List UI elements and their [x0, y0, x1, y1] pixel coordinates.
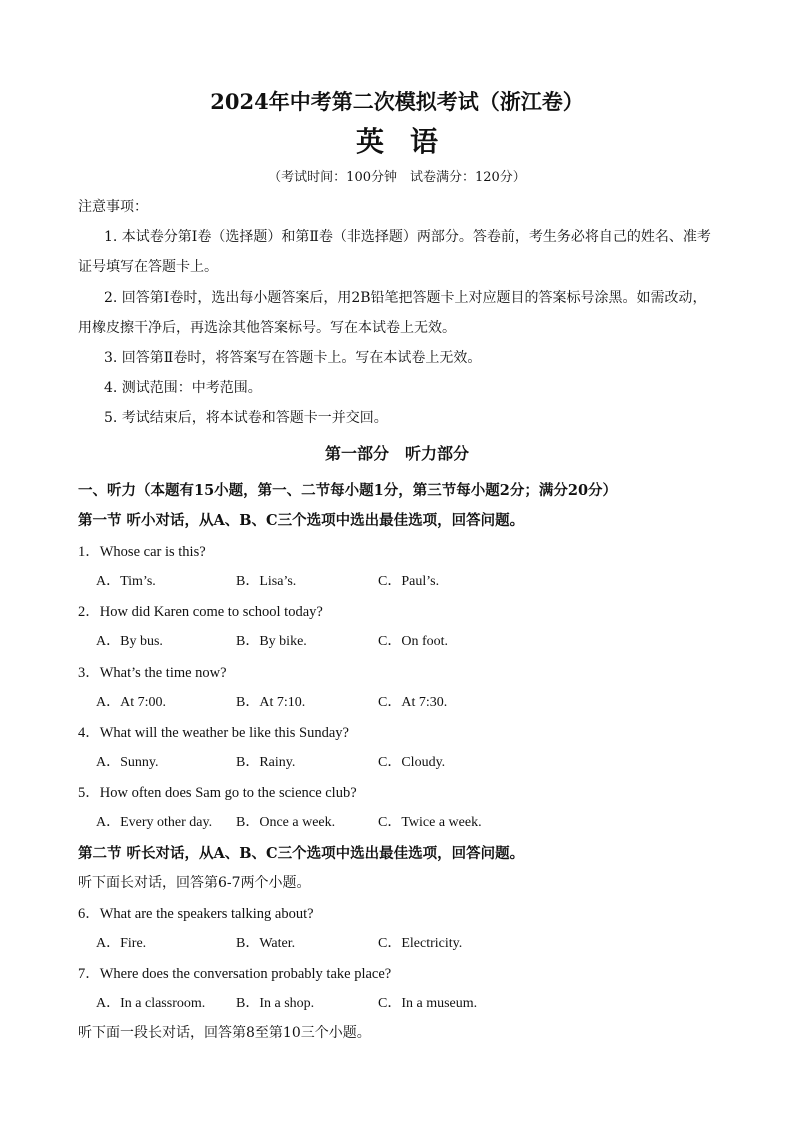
notice-item-2-cont: 用橡皮擦干净后，再选涂其他答案标号。写在本试卷上无效。 — [78, 320, 456, 336]
notice-item-1-cont: 证号填写在答题卡上。 — [78, 259, 218, 275]
q5-option-c: C．Twice a week. — [378, 815, 482, 830]
q5-option-a: A．Every other day. — [96, 815, 213, 830]
q3-option-b: B．At 7:10. — [236, 695, 306, 710]
notice-item-1: 1. 本试卷分第Ⅰ卷（选择题）和第Ⅱ卷（非选择题）两部分。答卷前，考生务必将自己的姓名、准考 — [104, 229, 711, 245]
q4-option-c: C．Cloudy. — [378, 755, 446, 770]
q1-option-c: C．Paul’s. — [378, 574, 440, 589]
q4-option-b: B．Rainy. — [236, 755, 296, 770]
q7-option-b: B．In a shop. — [236, 996, 315, 1011]
q1-option-b: B．Lisa’s. — [236, 574, 297, 589]
question-5: 5．How often does Sam go to the science club? — [78, 785, 357, 801]
question-3: 3．What’s the time now? — [78, 665, 227, 681]
question-7: 7．Where does the conversation probably take place? — [78, 966, 392, 982]
question-6: 6．What are the speakers talking about? — [78, 906, 314, 922]
notice-item-2: 2. 回答第Ⅰ卷时，选出每小题答案后，用2B铅笔把答题卡上对应题目的答案标号涂黑。如需改动， — [104, 290, 707, 306]
q4-option-a: A．Sunny. — [96, 755, 159, 770]
q2-option-c: C．On foot. — [378, 634, 448, 649]
q5-option-b: B．Once a week. — [236, 815, 336, 830]
question-2: 2．How did Karen come to school today? — [78, 604, 323, 620]
notice-item-3: 3. 回答第Ⅱ卷时，将答案写在答题卡上。写在本试卷上无效。 — [104, 350, 482, 366]
q2-option-a: A．By bus. — [96, 634, 163, 649]
subject-title: 英语 — [355, 125, 464, 158]
q6-option-a: A．Fire. — [96, 936, 147, 951]
q3-option-c: C．At 7:30. — [378, 695, 448, 710]
notice-item-5: 5. 考试结束后，将本试卷和答题卡一并交回。 — [104, 410, 388, 426]
question-1: 1．Whose car is this? — [78, 544, 206, 560]
q6-option-b: B．Water. — [236, 936, 296, 951]
exam-title: 2024年中考第二次模拟考试（浙江卷） — [210, 89, 584, 114]
note-questions-6-7: 听下面长对话，回答第6-7两个小题。 — [78, 875, 311, 891]
q1-option-a: A．Tim’s. — [96, 574, 156, 589]
question-4: 4．What will the weather be like this Sunday? — [78, 725, 349, 741]
section1-instructions: 第一节 听小对话，从A、B、C三个选项中选出最佳选项，回答问题。 — [78, 512, 525, 529]
note-questions-8-10: 听下面一段长对话，回答第8至第10三个小题。 — [78, 1025, 371, 1041]
section2-instructions: 第二节 听长对话，从A、B、C三个选项中选出最佳选项，回答问题。 — [78, 845, 525, 862]
q7-option-c: C．In a museum. — [378, 996, 478, 1011]
q3-option-a: A．At 7:00. — [96, 695, 166, 710]
exam-info: （考试时间：100分钟 试卷满分：120分） — [268, 170, 526, 185]
listening-section-heading: 一、听力（本题有15小题，第一、二节每小题1分，第三节每小题2分；满分20分） — [78, 482, 618, 499]
notice-item-4: 4. 测试范围：中考范围。 — [104, 380, 262, 396]
notice-heading: 注意事项： — [78, 199, 148, 215]
q2-option-b: B．By bike. — [236, 634, 307, 649]
q7-option-a: A．In a classroom. — [96, 996, 206, 1011]
q6-option-c: C．Electricity. — [378, 936, 463, 951]
part1-title: 第一部分 听力部分 — [324, 444, 469, 463]
